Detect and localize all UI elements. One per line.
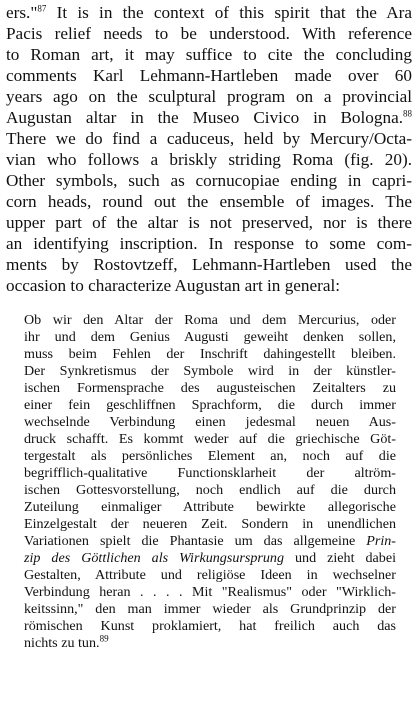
quote-line: Variationen spielt die Phantasie um das allgemeine Prin- (24, 533, 396, 549)
quote-line: tergestalt als persönliches Element an, noch auf die (24, 448, 396, 464)
italic-phrase: Prin- (366, 533, 396, 549)
footnote-ref-87: 87 (37, 3, 47, 14)
quote-line: zip des Göttlichen als Wirkungsursprung und zieht dabei (24, 550, 396, 566)
footnote-ref-89: 89 (99, 633, 109, 644)
quote-line: wechselnde Verbindung einen jedesmal neuen Aus- (24, 414, 396, 430)
quote-line: begrifflich-qualitative Functionsklarheit der altröm- (24, 465, 396, 481)
body-line: an identifying inscription. In response to some com- (6, 234, 412, 253)
body-line: Augustan altar in the Museo Civico in Bologna.$^{88}$ (6, 108, 412, 127)
quote-line: Gestalten, Attribute und religiöse Ideen in wechselner (24, 567, 396, 583)
body-line: corn heads, round out the ensemble of images. The (6, 192, 412, 211)
quote-line: Einzelgestalt der neueren Zeit. Sondern in unendlichen (24, 516, 396, 532)
quote-line: ischen Gottesvorstellung, noch endlich auf die durch (24, 482, 396, 498)
quote-line: druck schafft. Es kommt weder auf die griechische Göt- (24, 431, 396, 447)
quote-line: Zuteilung einmaliger Attribute bewirkte allegorische (24, 499, 396, 515)
footnote-ref-88: 88 (403, 108, 412, 119)
italic-phrase: zip des Göttlichen als Wirkungsursprung (24, 550, 285, 566)
body-line: years ago on the sculptural program on a provincial (6, 87, 412, 106)
body-line: to Roman art, it may suffice to cite the concluding (6, 45, 412, 64)
quote-line: nichts zu tun.$^{89}$ (24, 633, 109, 651)
body-line: Other symbols, such as cornucopiae ending in capri- (6, 171, 412, 190)
quote-line: Der Synkretismus der Symbole wird in der künstler- (24, 363, 396, 379)
quote-line: Ob wir den Altar der Roma und dem Mercurius, oder (24, 312, 396, 328)
body-line: upper part of the altar is not preserved, nor is there (6, 213, 412, 232)
body-line: comments Karl Lehmann-Hartleben made over 60 (6, 66, 412, 85)
body-line: ers."$^{87}$ It is in the context of this spirit that the Ara (6, 3, 412, 22)
body-line: ments by Rostovtzeff, Lehmann-Hartleben used the (6, 255, 412, 274)
body-line: There we do find a caduceus, held by Mercury/Octa- (6, 129, 412, 148)
quote-line: ischen Formensprache des augusteischen Zeitalters zu (24, 380, 396, 396)
quote-line: einer fein geschliffnen Sprachform, die durch immer (24, 397, 396, 413)
quote-line: Verbindung heran . . . . Mit "Realismus" oder "Wirklich- (24, 584, 396, 600)
quote-line: muss beim Fehlen der Inschrift dahingestellt bleiben. (24, 346, 396, 362)
quote-line: ihr und dem Genius Augusti geweiht denken sollen, (24, 329, 396, 345)
quote-line: keitssinn," den man immer wieder als Grundprinzip der (24, 601, 396, 617)
body-line: Pacis relief needs to be understood. With reference (6, 24, 412, 43)
body-line: occasion to characterize Augustan art in general: (6, 276, 341, 295)
quote-line: römischen Kunst proklamiert, hat freilich auch das (24, 618, 396, 634)
body-line: vian who follows a briskly striding Roma (fig. 20). (6, 150, 412, 169)
